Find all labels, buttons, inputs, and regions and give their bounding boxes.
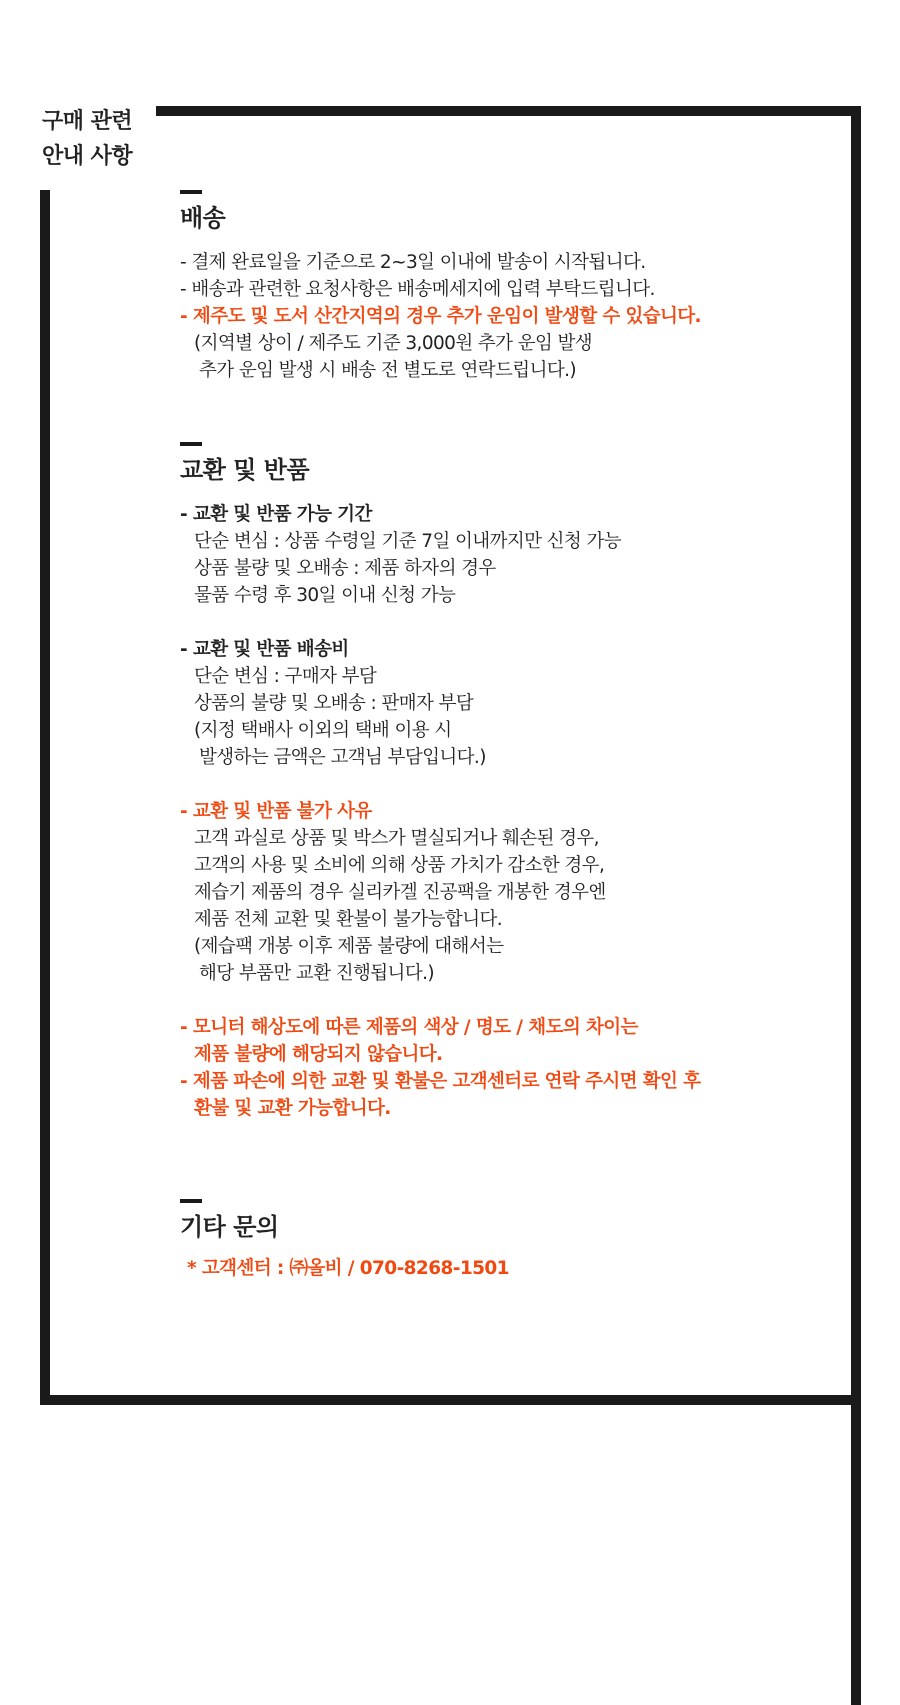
other-inquiry-section	[180, 1199, 840, 1282]
shipping-line: 추가 운임 발생 시 배송 전 별도로 연락드립니다.)	[199, 360, 577, 381]
exchange-impossible-heading: - 교환 및 반품 불가 사유	[180, 801, 372, 822]
page-title-line1: 구매 관련	[42, 109, 133, 134]
page-title	[42, 104, 132, 174]
shipping-title: 배송	[180, 204, 226, 232]
exchange-impossible-line: 제습기 제품의 경우 실리카겔 진공팩을 개봉한 경우엔	[194, 882, 606, 903]
frame-border-right	[851, 106, 861, 1705]
exchange-impossible-line: 해당 부품만 교환 진행됩니다.)	[199, 963, 434, 984]
exchange-period-heading: - 교환 및 반품 가능 기간	[180, 504, 372, 525]
exchange-note: - 제품 파손에 의한 교환 및 환불은 고객센터로 연락 주시면 확인 후	[180, 1071, 701, 1092]
exchange-section	[180, 442, 840, 1122]
exchange-lines	[180, 501, 840, 1122]
exchange-note: - 모니터 해상도에 따른 제품의 색상 / 명도 / 채도의 차이는	[180, 1017, 638, 1038]
page-title-line2: 안내 사항	[42, 144, 133, 169]
other-inquiry-title: 기타 문의	[180, 1213, 279, 1241]
frame-border-left	[40, 190, 50, 1405]
other-inquiry-lines	[180, 1255, 840, 1282]
frame-border-bottom	[40, 1395, 861, 1405]
exchange-fee-line: (지정 택배사 이외의 택배 이용 시	[194, 720, 452, 741]
exchange-impossible-line: 고객의 사용 및 소비에 의해 상품 가치가 감소한 경우,	[194, 855, 605, 876]
exchange-impossible-line: 고객 과실로 상품 및 박스가 멸실되거나 훼손된 경우,	[194, 828, 599, 849]
exchange-fee-heading: - 교환 및 반품 배송비	[180, 639, 349, 660]
exchange-fee-line: 발생하는 금액은 고객님 부담입니다.)	[199, 747, 486, 768]
section-marker	[180, 442, 202, 446]
spacer	[180, 609, 840, 636]
customer-center-contact: * 고객센터 : ㈜올비 / 070-8268-1501	[187, 1258, 509, 1279]
exchange-impossible-line: 제품 전체 교환 및 환불이 불가능합니다.	[194, 909, 503, 930]
shipping-section	[180, 190, 840, 384]
shipping-warning: - 제주도 및 도서 산간지역의 경우 추가 운임이 발생할 수 있습니다.	[180, 306, 701, 327]
shipping-line: - 결제 완료일을 기준으로 2~3일 이내에 발송이 시작됩니다.	[180, 252, 646, 273]
exchange-period-line: 단순 변심 : 상품 수령일 기준 7일 이내까지만 신청 가능	[194, 531, 622, 552]
exchange-impossible-line: (제습팩 개봉 이후 제품 불량에 대해서는	[194, 936, 504, 957]
exchange-period-line: 물품 수령 후 30일 이내 신청 가능	[194, 585, 456, 606]
frame-border-top	[156, 106, 861, 116]
shipping-line: - 배송과 관련한 요청사항은 배송메세지에 입력 부탁드립니다.	[180, 279, 655, 300]
exchange-title: 교환 및 반품	[180, 456, 310, 484]
section-marker	[180, 190, 202, 194]
spacer	[180, 987, 840, 1014]
exchange-fee-line: 상품의 불량 및 오배송 : 판매자 부담	[194, 693, 474, 714]
shipping-line: (지역별 상이 / 제주도 기준 3,000원 추가 운임 발생	[194, 333, 593, 354]
exchange-note: 제품 불량에 해당되지 않습니다.	[194, 1044, 443, 1065]
exchange-fee-line: 단순 변심 : 구매자 부담	[194, 666, 377, 687]
shipping-lines	[180, 249, 840, 384]
exchange-note: 환불 및 교환 가능합니다.	[194, 1098, 391, 1119]
spacer	[180, 771, 840, 798]
section-marker	[180, 1199, 202, 1203]
exchange-period-line: 상품 불량 및 오배송 : 제품 하자의 경우	[194, 558, 496, 579]
